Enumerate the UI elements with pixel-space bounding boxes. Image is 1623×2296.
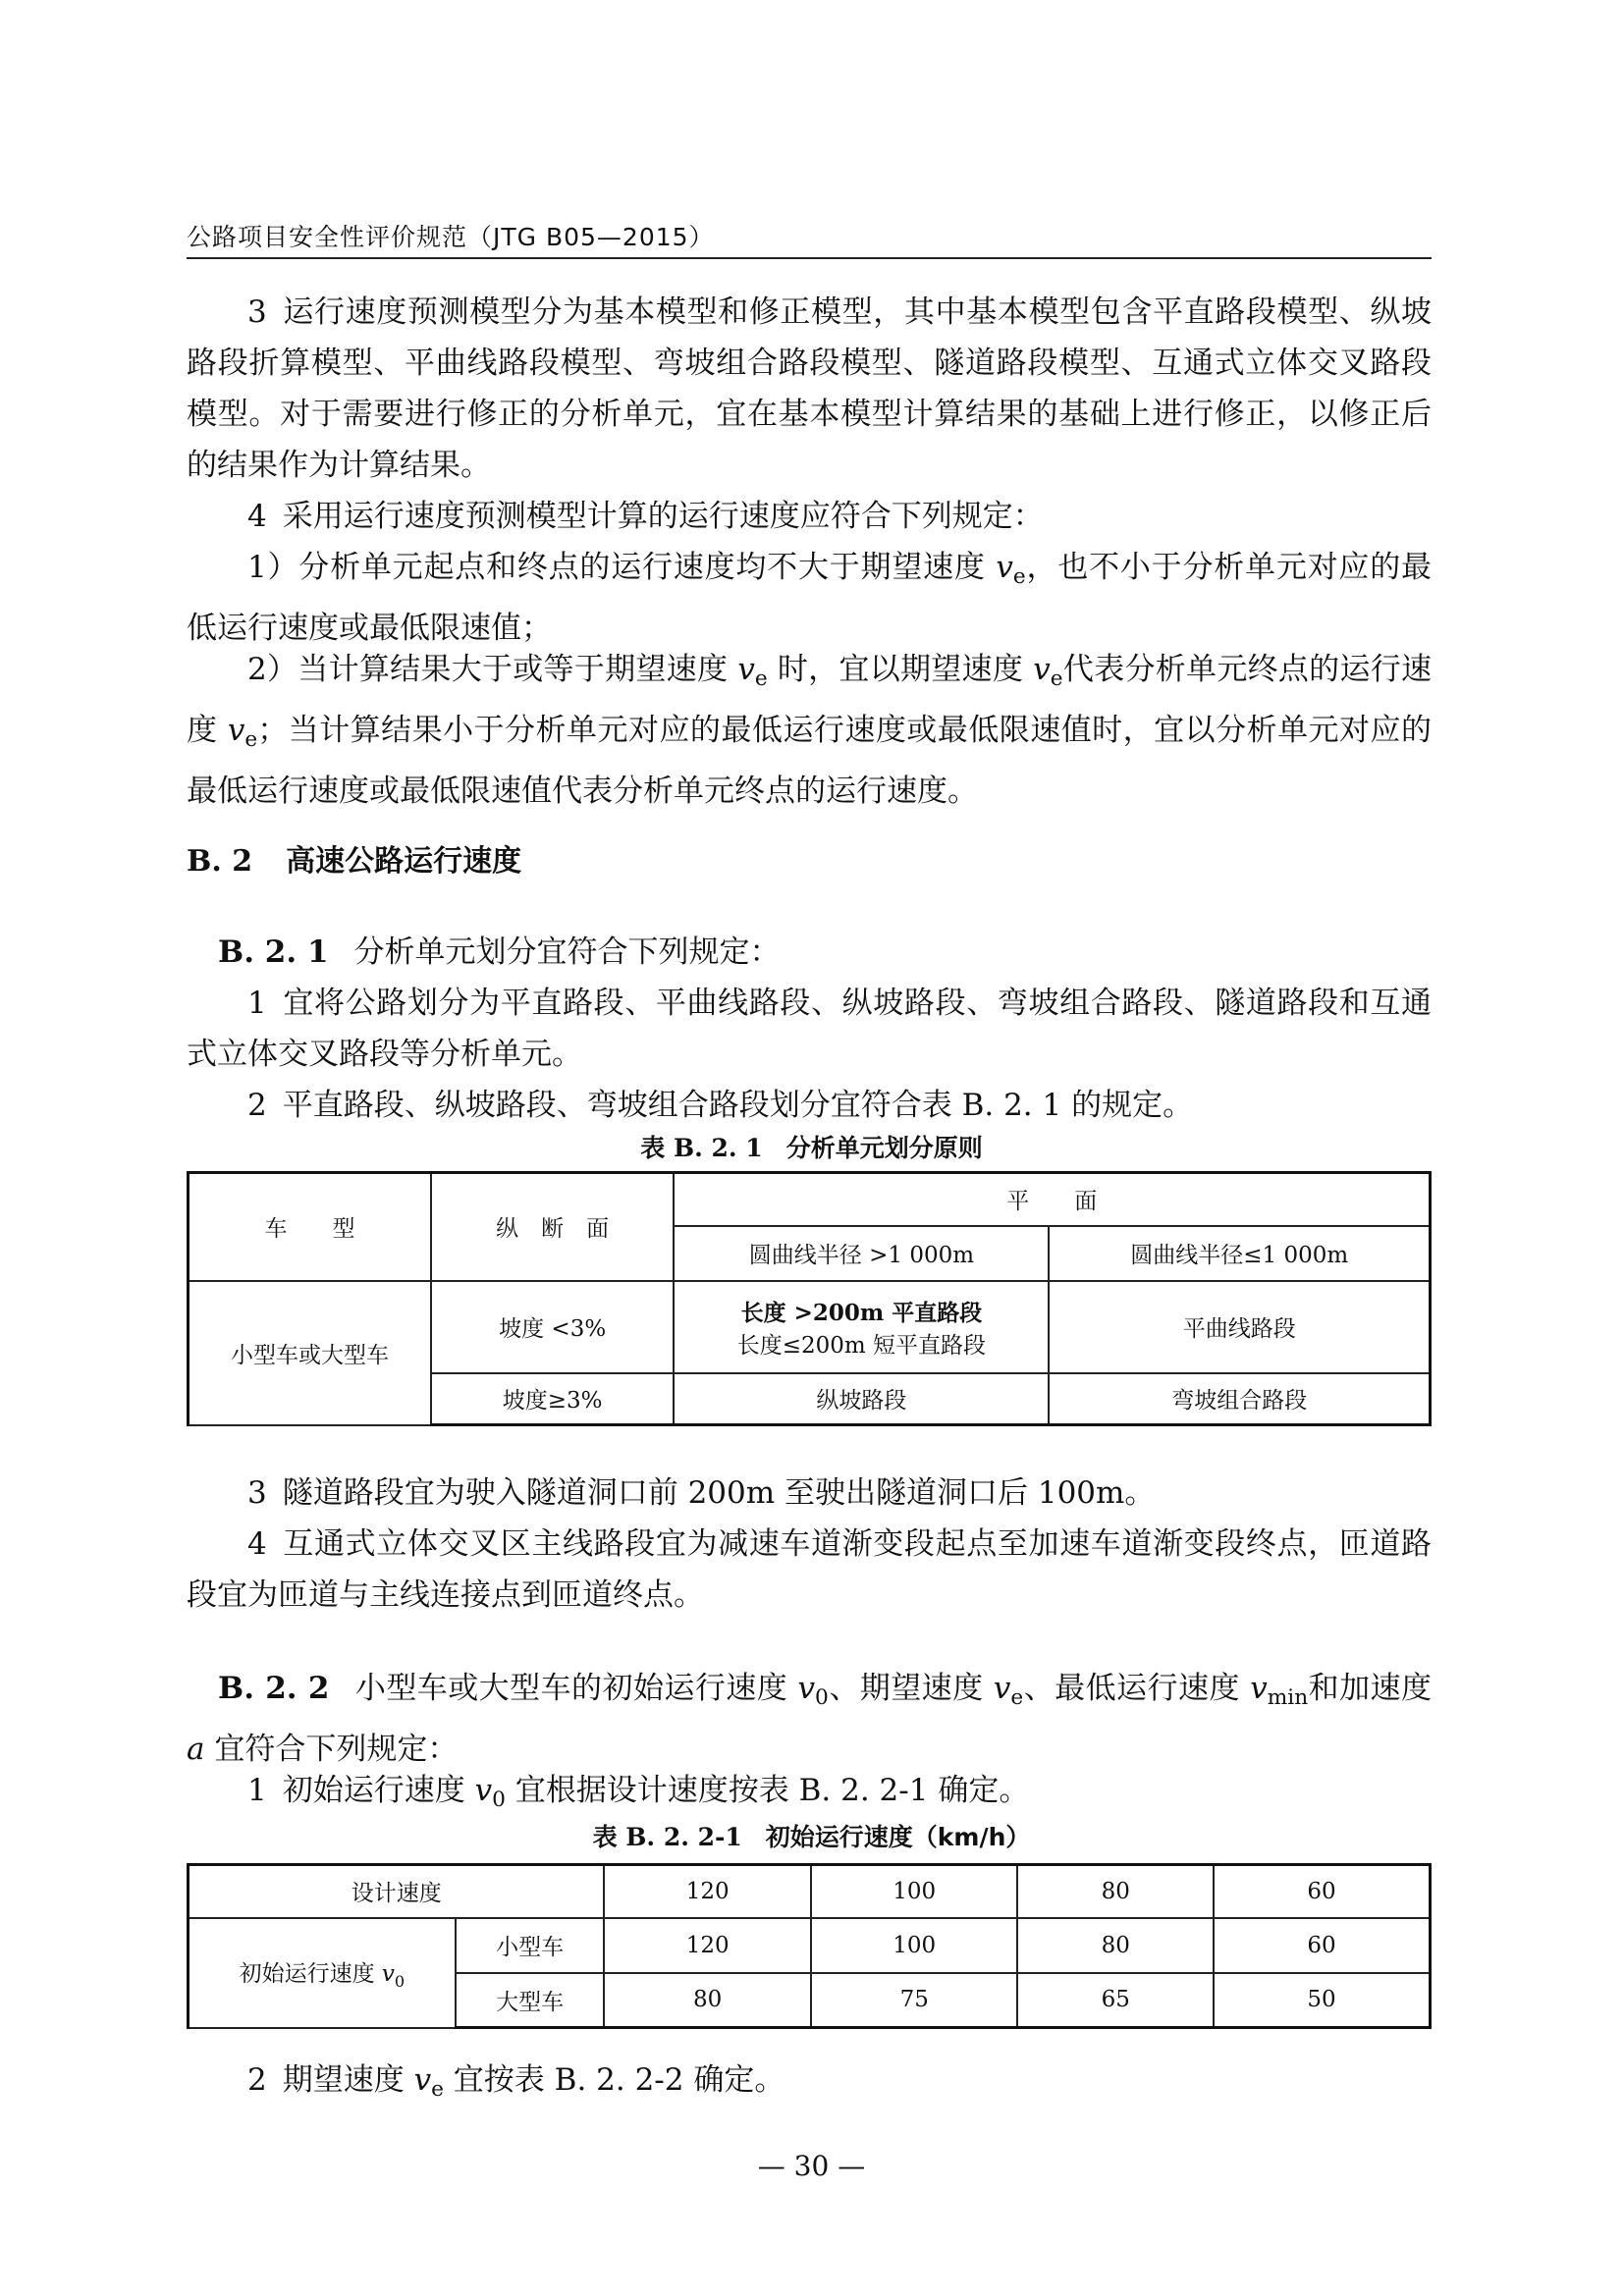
item-text: 互通式立体交叉区主线路段宜为减速车道渐变段起点至加速车道渐变段终点，匝道路段宜为匝道与主线连接点到匝道终点。: [187, 1526, 1432, 1613]
item-number: 1: [247, 1773, 267, 1808]
clause-text: 分析单元划分宜符合下列规定：: [353, 934, 781, 970]
cell-grade-ge: 坡度≥3%: [431, 1373, 674, 1425]
text-run: 、期望速度: [828, 1671, 994, 1706]
item-number: 1: [247, 986, 267, 1021]
subscript: 0: [394, 1971, 406, 1991]
caption-title: 分析单元划分原则: [785, 1134, 983, 1162]
design-speed-cell: 60: [1214, 1865, 1431, 1918]
item-number: 4: [247, 499, 267, 534]
text-run: 宜根据设计速度按表 B. 2. 2-1 确定。: [505, 1773, 1030, 1808]
symbol-v: v: [996, 550, 1013, 585]
symbol-v: v: [413, 2062, 432, 2098]
subscript: e: [244, 727, 258, 752]
paragraph-3: [187, 287, 1432, 491]
text-run: 宜按表 B. 2. 2-2 确定。: [443, 2062, 785, 2098]
cell-curve: 平曲线路段: [1049, 1281, 1430, 1373]
large-speed-cell: 80: [604, 1973, 811, 2028]
caption-number: 表 B. 2. 2-1: [592, 1823, 742, 1851]
symbol-a: a: [187, 1732, 205, 1767]
header-radius-le: 圆曲线半径≤1 000m: [1049, 1226, 1430, 1281]
subscript: e: [431, 2077, 444, 2102]
text-run: 时，宜以期望速度: [767, 652, 1034, 687]
cell-combo: 弯坡组合路段: [1049, 1373, 1430, 1425]
small-speed-cell: 80: [1017, 1918, 1214, 1973]
text-run: 宜符合下列规定：: [204, 1732, 459, 1767]
subscript: 0: [815, 1685, 829, 1710]
subscript: e: [1010, 1685, 1024, 1710]
cell-straight: [674, 1281, 1049, 1373]
clause-b-2-2-item-1: [187, 1765, 1432, 1826]
section-number: B. 2: [187, 844, 253, 879]
item-number: 4: [247, 1526, 267, 1562]
item-number: 3: [247, 294, 267, 330]
cell-straight-long: 长度 >200m 平直路段: [740, 1299, 983, 1326]
header-radius-gt: 圆曲线半径 >1 000m: [674, 1226, 1049, 1281]
design-speed-cell: 100: [811, 1865, 1018, 1918]
text-run: 初始运行速度: [239, 1960, 382, 1987]
cell-straight-short: 长度≤200m 短平直路段: [736, 1332, 987, 1359]
large-speed-cell: 75: [811, 1973, 1018, 2028]
symbol-v: v: [1033, 652, 1051, 687]
item-number: 2: [247, 2062, 267, 2098]
small-speed-cell: 100: [811, 1918, 1018, 1973]
header-vehicle: 车 型: [189, 1173, 431, 1281]
item-number: 3: [247, 1475, 267, 1511]
subscript: e: [1012, 564, 1026, 589]
header-profile: 纵 断 面: [431, 1173, 674, 1281]
label-large-vehicle: 大型车: [456, 1973, 605, 2028]
section-title: 高速公路运行速度: [286, 844, 522, 879]
text-run: 、最低运行速度: [1023, 1671, 1251, 1706]
page-number: — 30 —: [757, 2150, 866, 2182]
symbol-v: v: [993, 1671, 1011, 1706]
header-plan: 平 面: [674, 1173, 1430, 1226]
paragraph-4-2: [187, 644, 1432, 817]
cell-grade-lt: 坡度 <3%: [431, 1281, 674, 1373]
header-rule: [187, 257, 1432, 259]
table-b-2-1: [187, 1171, 1432, 1426]
symbol-v: v: [797, 1671, 816, 1706]
small-speed-cell: 60: [1214, 1918, 1431, 1973]
text-run: 小型车或大型车的初始运行速度: [354, 1671, 798, 1706]
clause-number: B. 2. 1: [218, 934, 329, 970]
table-b-2-2-1: [187, 1863, 1432, 2029]
label-small-vehicle: 小型车: [456, 1918, 605, 1973]
text-run: 代表分析单元终点的运行速度: [187, 652, 1433, 748]
symbol-v: v: [227, 713, 245, 748]
clause-b-2-1-item-4: [187, 1519, 1432, 1621]
paragraph-text: 运行速度预测模型分为基本模型和修正模型，其中基本模型包含平直路段模型、纵坡路段折算模型、平曲线路段模型、弯坡组合路段模型、隧道路段模型、互通式立体交叉路段模型。对于需要进行修正的分析单元，宜在基本模型计算结果的基础上进行修正，以修正后的结果作为计算结果。: [187, 294, 1432, 483]
text-run: ；当计算结果小于分析单元对应的最低运行速度或最低限速值时，宜以分析单元对应的最低运行速度或最低限速值代表分析单元终点的运行速度。: [187, 713, 1433, 809]
label-design-speed: 设计速度: [189, 1865, 605, 1918]
symbol-v: v: [381, 1960, 395, 1987]
cell-slope: 纵坡路段: [674, 1373, 1049, 1425]
text-run: 和加速度: [1308, 1671, 1432, 1706]
design-speed-cell: 120: [604, 1865, 811, 1918]
item-text: 隧道路段宜为驶入隧道洞口前 200m 至驶出隧道洞口后 100m。: [282, 1475, 1156, 1511]
clause-b-2-1: [218, 927, 1432, 978]
paragraph-text: 采用运行速度预测模型计算的运行速度应符合下列规定：: [282, 499, 1044, 534]
label-initial-speed: [189, 1918, 456, 2028]
item-text: 平直路段、纵坡路段、弯坡组合路段划分宜符合表 B. 2. 1 的规定。: [282, 1088, 1194, 1123]
text-run: ，也不小于分析单元对应的最低运行速度或最低限速值；: [187, 550, 1433, 646]
paragraph-4: [187, 491, 1432, 542]
text-run: 2）当计算结果大于或等于期望速度: [247, 652, 738, 687]
caption-title: 初始运行速度（km/h）: [765, 1823, 1031, 1851]
text-run: 期望速度: [282, 2062, 414, 2098]
large-speed-cell: 50: [1214, 1973, 1431, 2028]
clause-b-2-2-item-2: [187, 2055, 1432, 2115]
cell-vehicle: 小型车或大型车: [189, 1281, 431, 1425]
clause-b-2-2: [187, 1663, 1432, 1775]
large-speed-cell: 65: [1017, 1973, 1214, 2028]
subscript: min: [1267, 1685, 1309, 1710]
subscript: e: [1050, 667, 1063, 691]
small-speed-cell: 120: [604, 1918, 811, 1973]
symbol-v: v: [737, 652, 755, 687]
clause-b-2-1-item-1: [187, 978, 1432, 1080]
symbol-v: v: [1250, 1671, 1268, 1706]
item-number: 2: [247, 1088, 267, 1123]
symbol-v: v: [474, 1773, 493, 1808]
clause-b-2-1-item-2: [187, 1080, 1432, 1131]
table-b-2-2-1-caption: [0, 1818, 1623, 1853]
section-heading-b2: [187, 836, 521, 880]
caption-number: 表 B. 2. 1: [640, 1134, 763, 1162]
running-header: 公路项目安全性评价规范（JTG B05—2015）: [187, 223, 715, 251]
paragraph-4-1: [187, 542, 1432, 654]
clause-number: B. 2. 2: [218, 1671, 330, 1706]
item-text: 宜将公路划分为平直路段、平曲线路段、纵坡路段、弯坡组合路段、隧道路段和互通式立体交叉路段等分析单元。: [187, 986, 1432, 1072]
design-speed-cell: 80: [1017, 1865, 1214, 1918]
subscript: e: [754, 667, 768, 691]
subscript: 0: [492, 1788, 506, 1812]
table-b-2-1-caption: [0, 1129, 1623, 1164]
text-run: 1）分析单元起点和终点的运行速度均不大于期望速度: [247, 550, 997, 585]
clause-b-2-1-item-3: [187, 1468, 1432, 1519]
text-run: 初始运行速度: [282, 1773, 475, 1808]
